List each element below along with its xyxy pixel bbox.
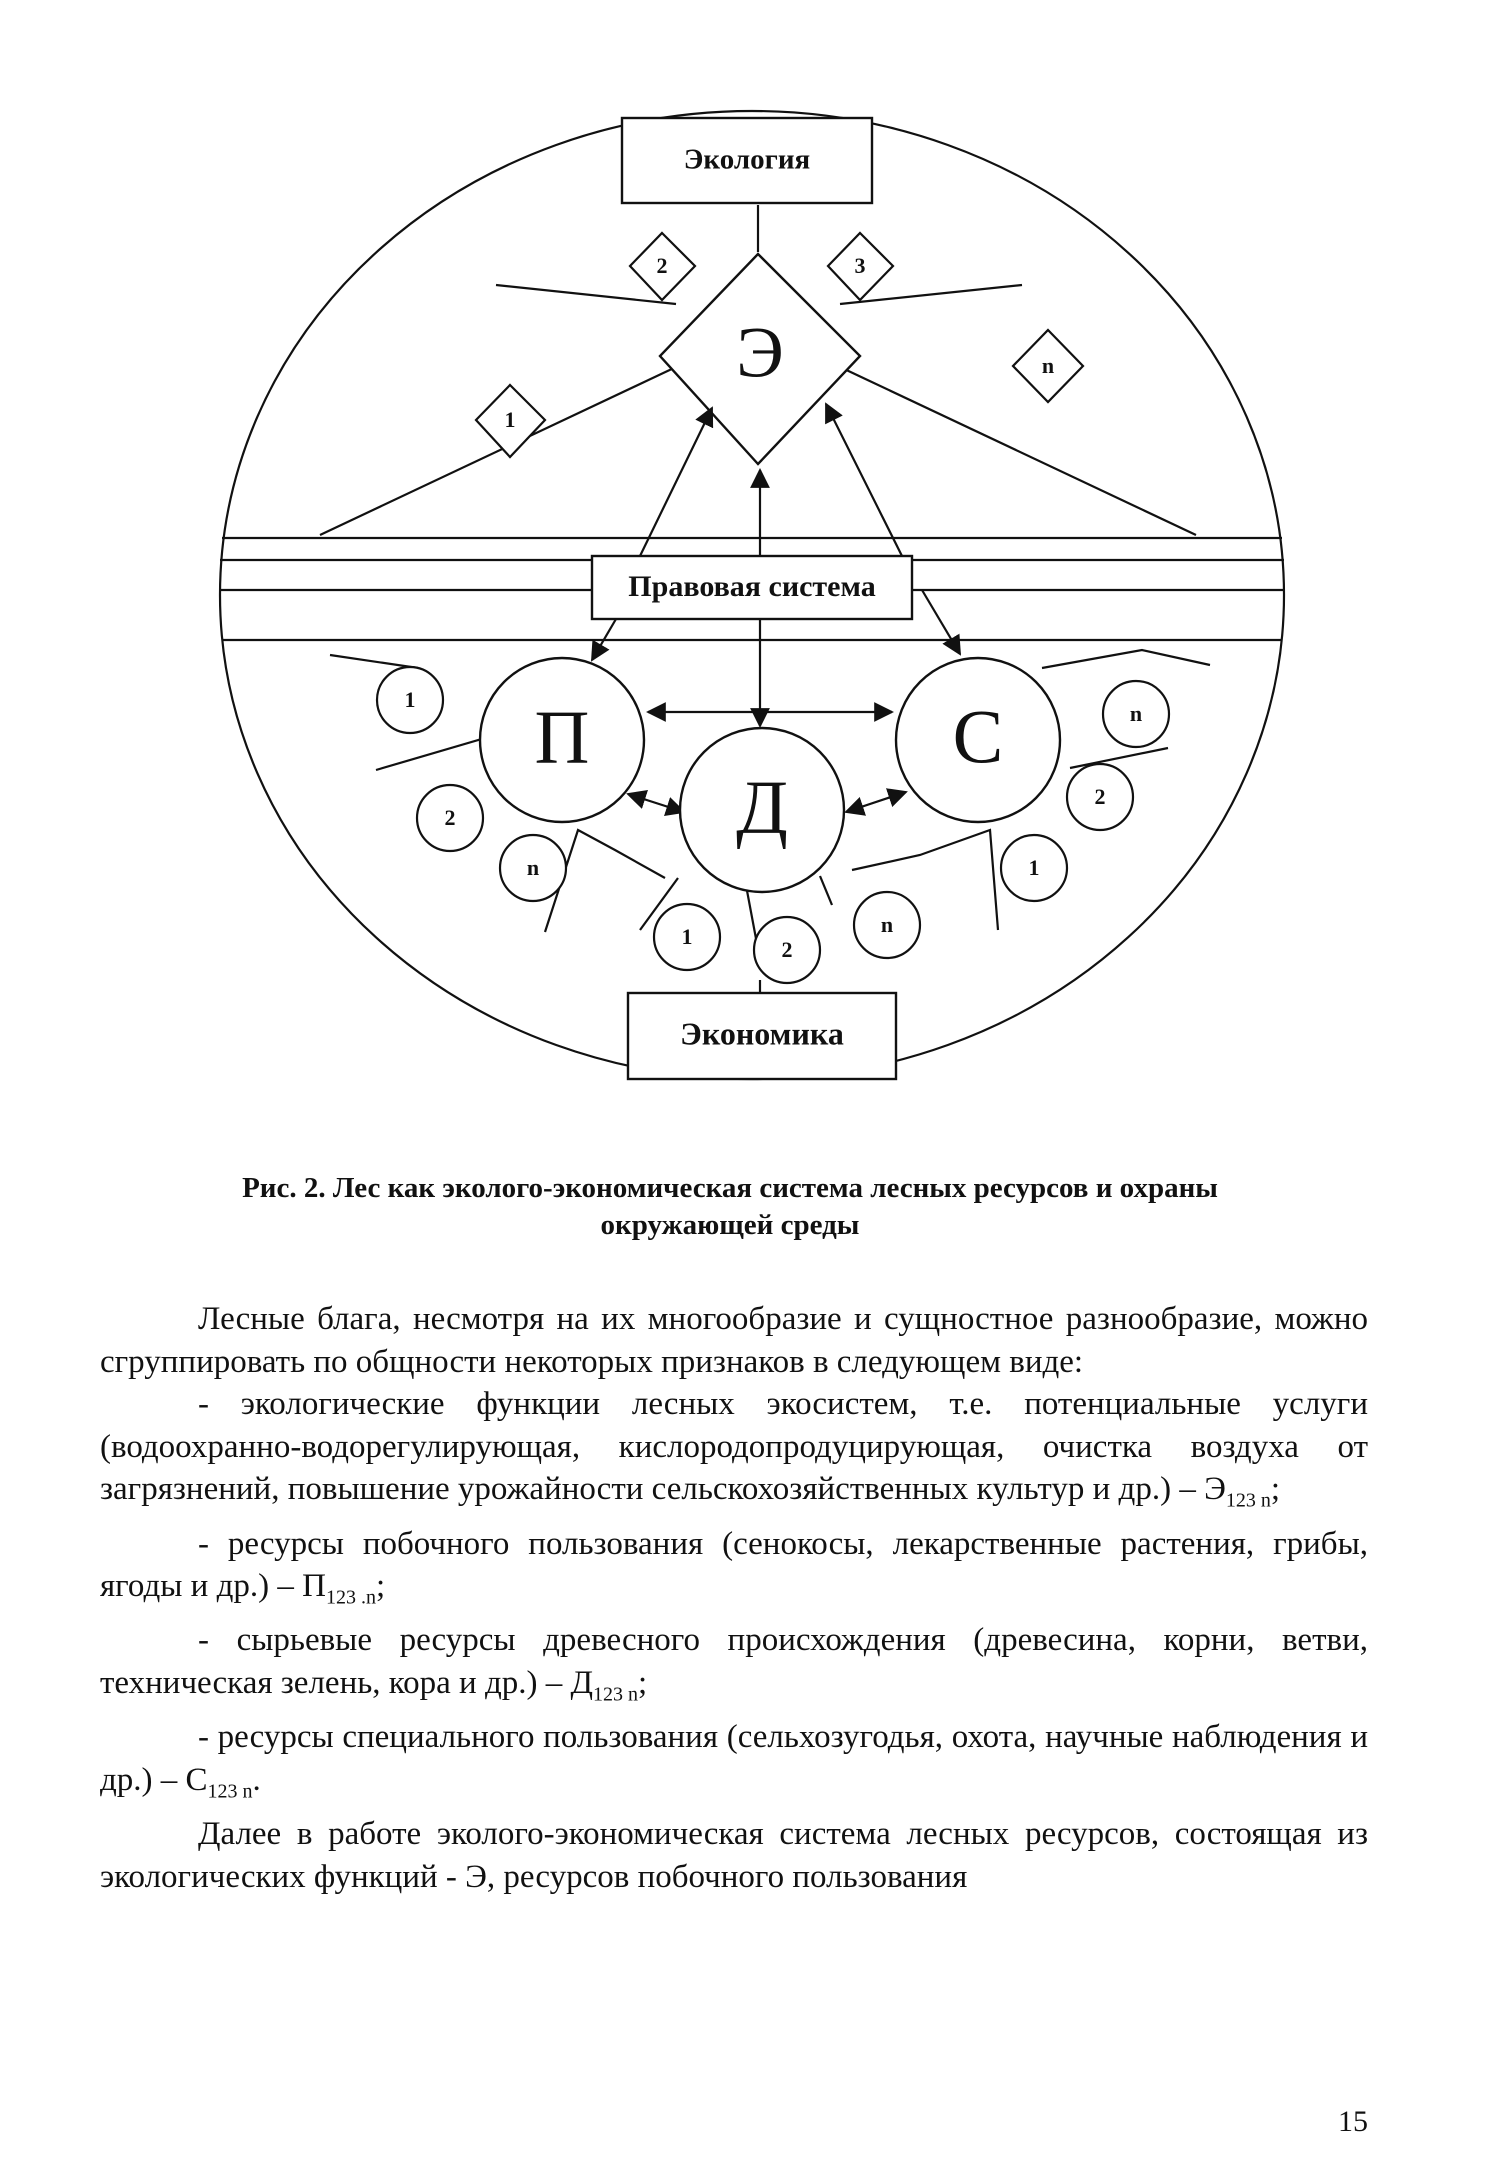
closing-paragraph: Далее в работе эколого-экономическая система лесных ресурсов, состоящая из экологических функций - Э, ресурсов побочного пользования xyxy=(100,1815,1368,1895)
ecology-label: Экология xyxy=(683,143,811,176)
item-end: ; xyxy=(638,1664,648,1701)
arrow-p-d xyxy=(628,794,684,812)
wedge-line xyxy=(1070,748,1168,768)
item-end: ; xyxy=(1270,1471,1281,1508)
marker-label: 2 xyxy=(781,937,793,963)
arrow-legal-to-c xyxy=(922,590,960,654)
marker-label: 1 xyxy=(681,924,693,950)
marker-label: 1 xyxy=(504,407,516,433)
item-subscript: 123 n xyxy=(593,1683,638,1706)
wedge-line xyxy=(330,655,418,668)
arrow-d-c xyxy=(846,792,906,812)
figure-caption xyxy=(150,1170,1310,1244)
connector-line xyxy=(496,285,676,304)
marker-label: 2 xyxy=(656,253,668,279)
marker-label: n xyxy=(1041,353,1055,379)
marker-label: 1 xyxy=(1028,855,1040,881)
item-text: - экологические функции лесных экосистем, т.е. потенциальные услуги (водоохранно-водорегулирующая, кислородопродуцирующая, очистка воздуха от загрязнений, повышение урожайности сельскохозяйственных культур и др.) – Э xyxy=(100,1386,1368,1508)
connector-line xyxy=(320,367,676,535)
wedge-line xyxy=(376,730,495,770)
item-end: . xyxy=(252,1761,261,1798)
caption-line: Рис. 2. Лес как эколого-экономическая система лесных ресурсов и охраны xyxy=(242,1172,1218,1204)
legal-system-label: Правовая система xyxy=(628,569,876,603)
item-text: - ресурсы побочного пользования (сенокосы, лекарственные растения, грибы, ягоды и др.) – П xyxy=(100,1525,1368,1605)
connector-line xyxy=(840,367,1196,535)
intro-paragraph: Лесные блага, несмотря на их многообразие и сущностное разнообразие, можно сгруппировать по общности некоторых признаков в следующем виде: xyxy=(100,1301,1368,1380)
marker-label: 2 xyxy=(1094,784,1106,810)
marker-label: 2 xyxy=(444,805,456,831)
marker-label: n xyxy=(526,855,540,881)
wedge-line xyxy=(820,876,832,905)
item-text: - сырьевые ресурсы древесного происхождения (древесина, корни, ветви, техническая зелень, кора и др.) – Д xyxy=(100,1622,1368,1701)
item-subscript: 123 n xyxy=(1225,1489,1271,1512)
marker-label: n xyxy=(1129,701,1143,727)
economy-label: Экономика xyxy=(680,1015,844,1052)
p-circle-letter: П xyxy=(534,695,590,780)
wedge-line xyxy=(1042,650,1210,668)
ecology-diamond-letter: Э xyxy=(736,312,784,393)
list-item xyxy=(100,1383,1368,1522)
arrow-p-to-ecology xyxy=(640,408,712,556)
item-text: - ресурсы специального пользования (сельхозугодья, охота, научные наблюдения и др.) – С xyxy=(100,1719,1368,1798)
list-item xyxy=(100,1716,1368,1813)
item-subscript: 123 n xyxy=(207,1780,253,1803)
d-circle-letter: Д xyxy=(736,765,788,850)
body-text xyxy=(100,1298,1368,1898)
marker-label: 1 xyxy=(404,687,416,713)
list-item xyxy=(100,1523,1368,1620)
item-end: ; xyxy=(375,1568,386,1605)
marker-label: 3 xyxy=(854,253,866,279)
arrow-c-to-ecology xyxy=(826,404,902,556)
marker-label: n xyxy=(880,912,894,938)
c-circle-letter: С xyxy=(952,695,1004,780)
item-subscript: 123 .n xyxy=(325,1586,376,1609)
list-item xyxy=(100,1619,1368,1716)
caption-line: окружающей среды xyxy=(600,1209,860,1241)
page-number: 15 xyxy=(1338,2105,1368,2138)
